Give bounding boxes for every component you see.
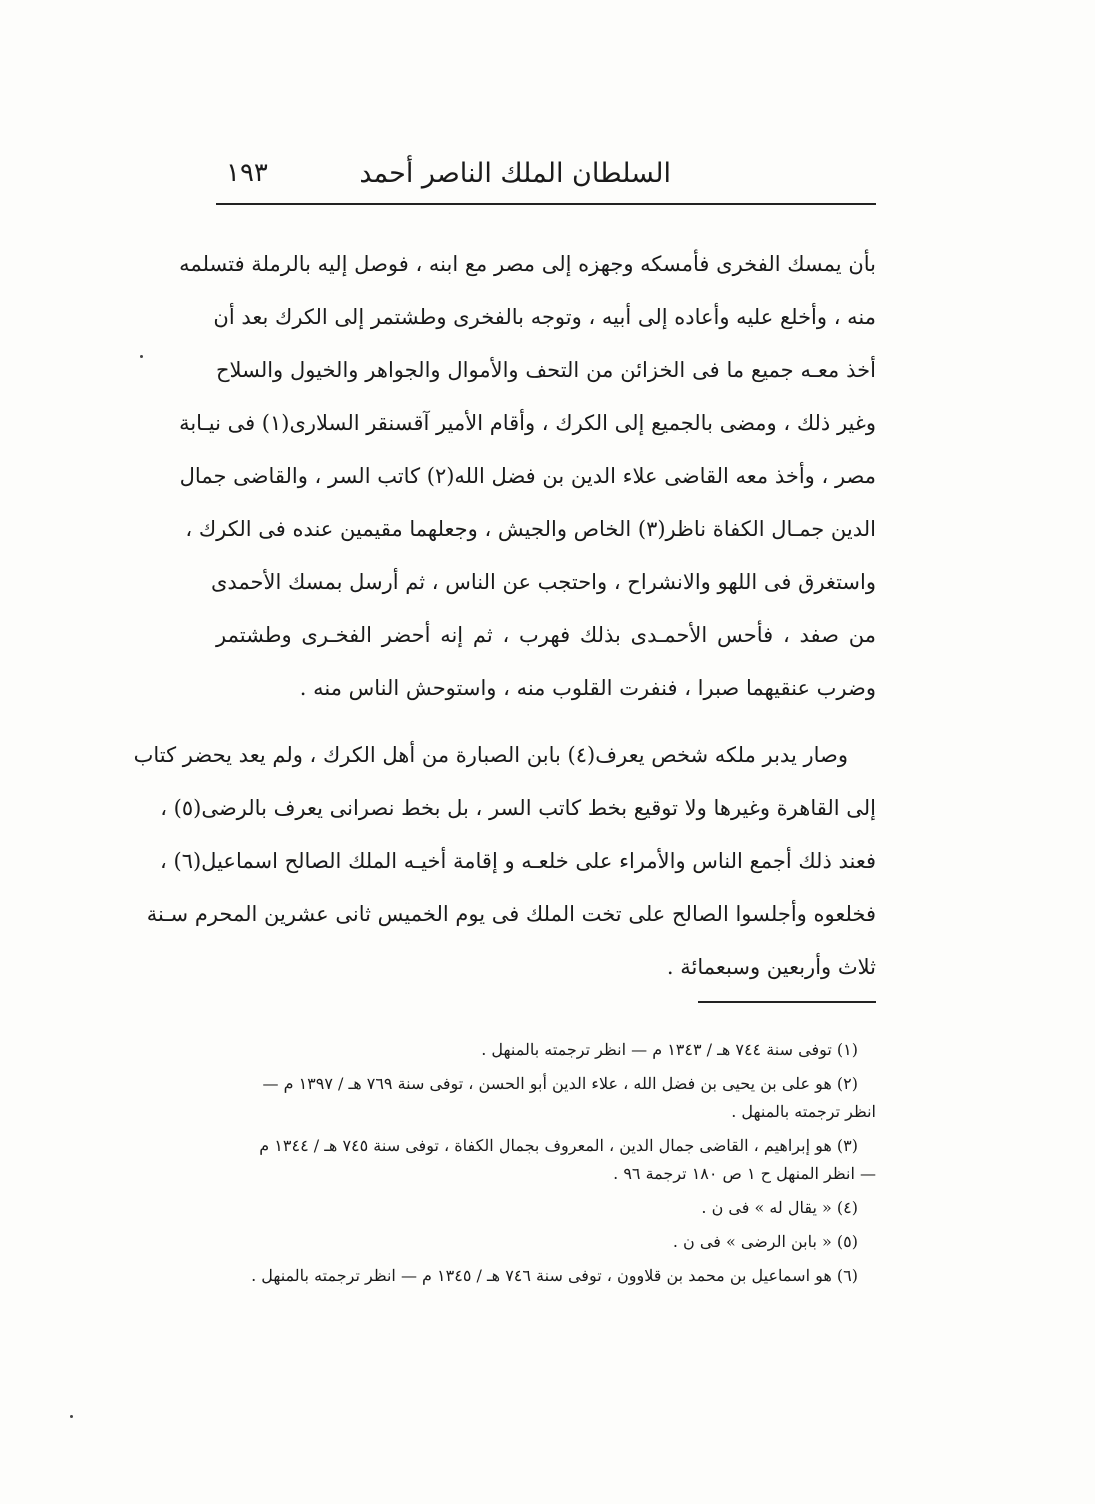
body-line: بأن يمسك الفخرى فأمسكه وجهزه إلى مصر مع ابنه ، فوصل إليه بالرملة فتسلمه: [179, 252, 876, 276]
footnote-number: (٢): [836, 1074, 858, 1093]
body-line: منه ، وأخلع عليه وأعاده إلى أبيه ، وتوجه بالفخرى وطشتمر إلى الكرك بعد أن: [213, 305, 876, 329]
body-line: فخلعوه وأجلسوا الصالح على تخت الملك فى يوم الخميس ثانى عشرين المحرم سـنة: [146, 902, 876, 926]
running-header: [216, 150, 876, 198]
header-rule: [216, 203, 876, 205]
footnote-text: هو على بن يحيى بن فضل الله ، علاء الدين أبو الحسن ، توفى سنة ٧٦٩ هـ / ١٣٩٧ م —: [262, 1074, 832, 1093]
footnote-text: توفى سنة ٧٤٤ هـ / ١٣٤٣ م — انظر ترجمته بالمنهل .: [481, 1040, 832, 1059]
footnote-number: (١): [836, 1040, 858, 1059]
footnote-2-continued: انظر ترجمته بالمنهل .: [731, 1102, 876, 1121]
body-line: إلى القاهرة وغيرها ولا توقيع بخط كاتب السر ، بل بخط نصرانى يعرف بالرضى(٥) ،: [160, 796, 876, 820]
body-line: فعند ذلك أجمع الناس والأمراء على خلعـه و إقامة أخيـه الملك الصالح اسماعيل(٦) ،: [160, 849, 876, 873]
footnote-text: هو اسماعيل بن محمد بن قلاوون ، توفى سنة ٧٤٦ هـ / ١٣٤٥ م — انظر ترجمته بالمنهل .: [251, 1266, 832, 1285]
scan-speck: [70, 1415, 73, 1418]
footnote-number: (٣): [836, 1136, 858, 1155]
footnote-1: [216, 1036, 876, 1064]
footnote-2: [216, 1070, 876, 1098]
body-line: وصار يدبر ملكه شخص يعرف(٤) بابن الصبارة من أهل الكرك ، ولم يعد يحضر كتاب: [133, 743, 848, 767]
body-line: وضرب عنقيهما صبرا ، فنفرت القلوب منه ، واستوحش الناس منه .: [299, 676, 876, 700]
scan-speck: [140, 355, 143, 358]
footnote-number: (٤): [836, 1198, 858, 1217]
footnote-5: [216, 1228, 876, 1256]
paragraph-gap: [216, 715, 876, 729]
footnote-3: [216, 1132, 876, 1160]
footnote-number: (٥): [836, 1232, 858, 1251]
footnote-4: [216, 1194, 876, 1222]
body-line: وغير ذلك ، ومضى بالجميع إلى الكرك ، وأقام الأمير آقسنقر السلارى(١) فى نيـابة: [179, 411, 876, 435]
footnotes: [216, 1036, 876, 1290]
body-line: أخذ معـه جميع ما فى الخزائن من التحف والأموال والجواهر والخيول والسلاح: [216, 358, 876, 382]
body-line: واستغرق فى اللهو والانشراح ، واحتجب عن الناس ، ثم أرسل بمسك الأحمدى: [210, 570, 876, 594]
body-line: مصر ، وأخذ معه القاضى علاء الدين بن فضل الله(٢) كاتب السر ، والقاضى جمال: [179, 464, 876, 488]
footnote-6: [216, 1262, 876, 1290]
body-line: من صفد ، فأحس الأحمـدى بذلك فهرب ، ثم إنه أحضر الفخـرى وطشتمر: [216, 623, 876, 647]
body-line: الدين جمـال الكفاة ناظر(٣) الخاص والجيش ، وجعلهما مقيمين عنده فى الكرك ،: [185, 517, 876, 541]
body-line: ثلاث وأربعين وسبعمائة .: [666, 955, 876, 979]
footnote-rule: [698, 1001, 876, 1003]
footnote-text: هو إبراهيم ، القاضى جمال الدين ، المعروف بجمال الكفاة ، توفى سنة ٧٤٥ هـ / ١٣٤٤ م: [259, 1136, 832, 1155]
body-text: [133, 238, 876, 994]
footnote-number: (٦): [836, 1266, 858, 1285]
footnote-3-continued: — انظر المنهل ح ١ ص ١٨٠ ترجمة ٩٦ .: [613, 1164, 876, 1183]
header-title: السلطان الملك الناصر أحمد: [359, 158, 671, 189]
footnote-text: « يقال له » فى ن .: [701, 1198, 832, 1217]
page-number: ١٩٣: [226, 158, 268, 188]
footnote-text: « بابن الرضى » فى ن .: [672, 1232, 832, 1251]
